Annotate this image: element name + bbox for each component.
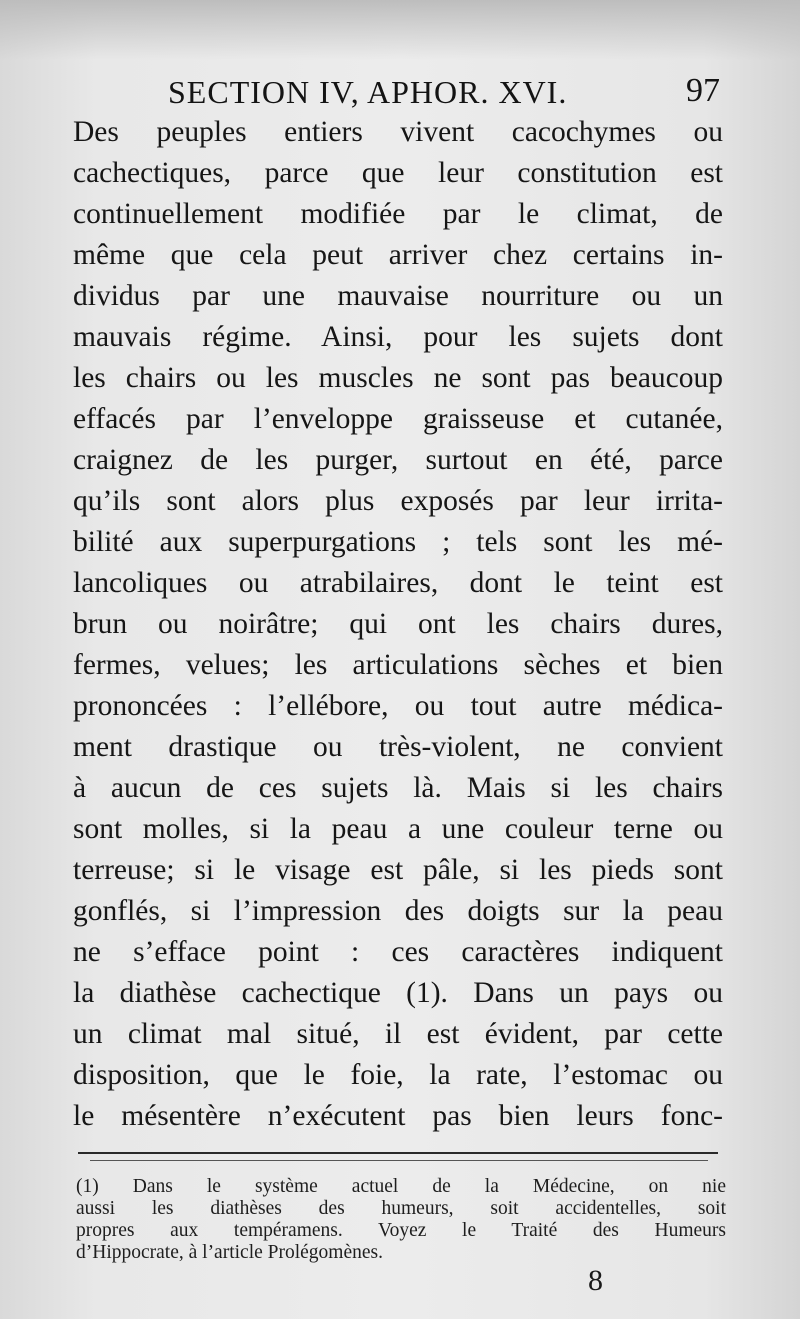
body-line: prononcées : l’ellébore, ou tout autre médica- <box>73 690 723 722</box>
body-line: terreuse; si le visage est pâle, si les pieds sont <box>73 854 723 886</box>
body-line: effacés par l’enveloppe graisseuse et cutanée, <box>73 403 723 435</box>
body-line: qu’ils sont alors plus exposés par leur irrita- <box>73 485 723 517</box>
footnote-rule <box>78 1152 718 1154</box>
signature-mark: 8 <box>588 1264 603 1297</box>
body-line: mauvais régime. Ainsi, pour les sujets dont <box>73 321 723 353</box>
footnote-line: aussi les diathèses des humeurs, soit accidentelles, soit <box>76 1198 726 1219</box>
footnote-rule-secondary <box>90 1160 708 1161</box>
running-title: SECTION IV, APHOR. XVI. <box>168 74 568 110</box>
body-text <box>73 112 723 1137</box>
page-shadow <box>0 0 800 60</box>
body-line: gonflés, si l’impression des doigts sur la peau <box>73 895 723 927</box>
body-line: ne s’efface point : ces caractères indiquent <box>73 936 723 968</box>
body-line: un climat mal situé, il est évident, par cette <box>73 1018 723 1050</box>
body-line: les chairs ou les muscles ne sont pas beaucoup <box>73 362 723 394</box>
body-line: Des peuples entiers vivent cacochymes ou <box>73 116 723 148</box>
body-line: brun ou noirâtre; qui ont les chairs dures, <box>73 608 723 640</box>
body-line: bilité aux superpurgations ; tels sont les mé- <box>73 526 723 558</box>
body-line: à aucun de ces sujets là. Mais si les chairs <box>73 772 723 804</box>
body-line: disposition, que le foie, la rate, l’estomac ou <box>73 1059 723 1091</box>
footnote <box>76 1176 726 1264</box>
body-line: ment drastique ou très-violent, ne convient <box>73 731 723 763</box>
body-line: continuellement modifiée par le climat, de <box>73 198 723 230</box>
body-line: lancoliques ou atrabilaires, dont le teint est <box>73 567 723 599</box>
body-line: même que cela peut arriver chez certains in- <box>73 239 723 271</box>
body-line: le mésentère n’exécutent pas bien leurs fonc- <box>73 1100 723 1132</box>
body-line: dividus par une mauvaise nourriture ou un <box>73 280 723 312</box>
footnote-line: (1) Dans le système actuel de la Médecine, on nie <box>76 1176 726 1197</box>
page-number: 97 <box>686 72 720 109</box>
footnote-line: propres aux tempéramens. Voyez le Traité des Humeurs <box>76 1220 726 1241</box>
body-line: fermes, velues; les articulations sèches et bien <box>73 649 723 681</box>
body-line: cachectiques, parce que leur constitution est <box>73 157 723 189</box>
body-line: craignez de les purger, surtout en été, parce <box>73 444 723 476</box>
body-line: la diathèse cachectique (1). Dans un pays ou <box>73 977 723 1009</box>
footnote-line: d’Hippocrate, à l’article Prolégomènes. <box>76 1242 384 1263</box>
body-line: sont molles, si la peau a une couleur terne ou <box>73 813 723 845</box>
